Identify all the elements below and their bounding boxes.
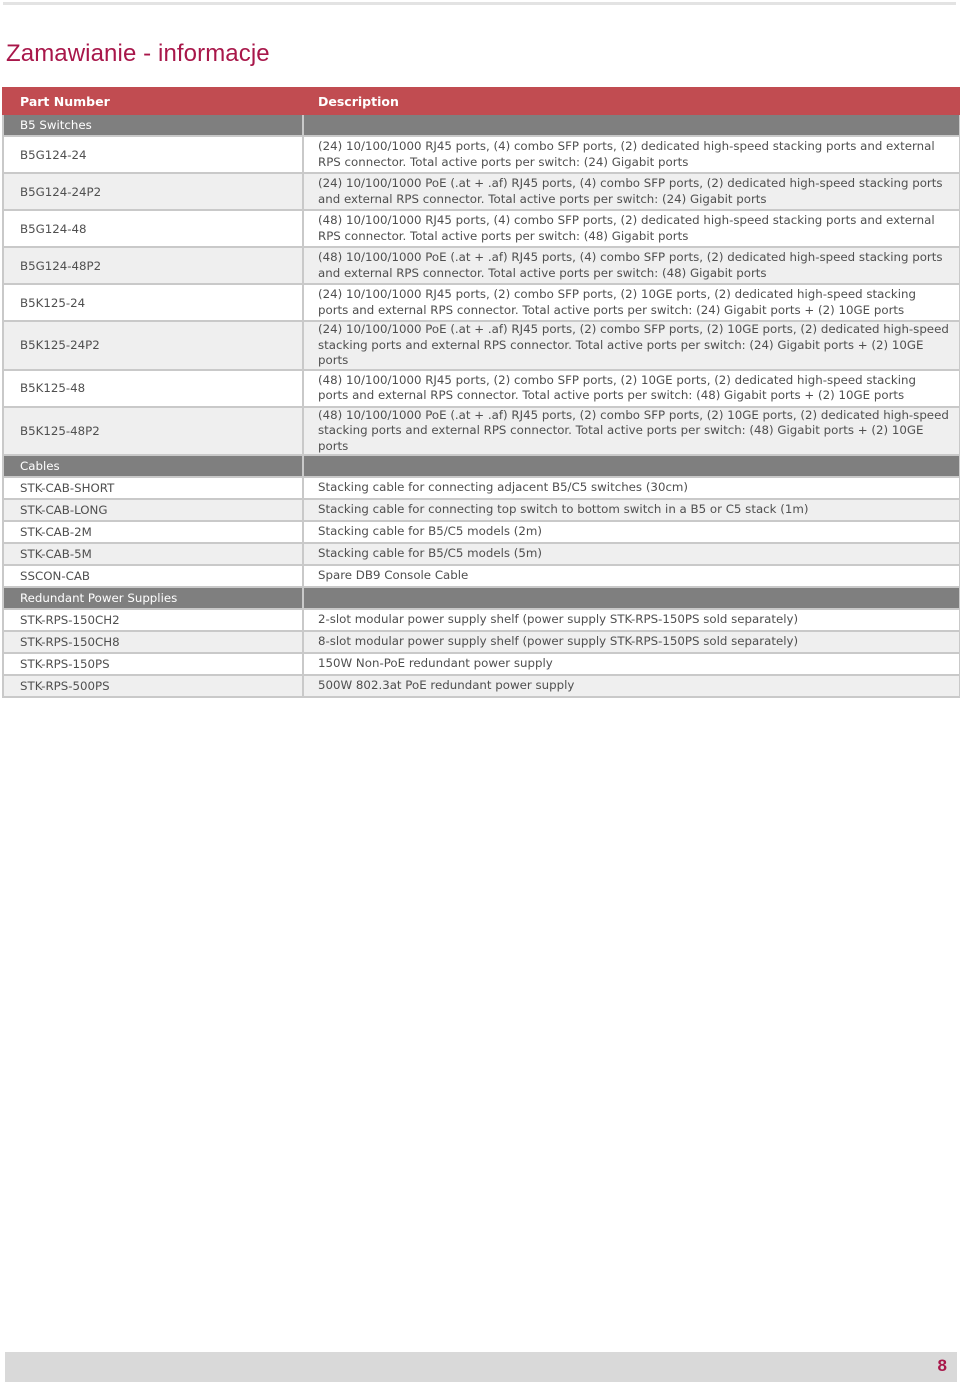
table-row — [3, 407, 960, 456]
table-row — [3, 370, 960, 407]
description: (24) 10/100/1000 RJ45 ports, (2) combo SFP ports, (2) 10GE ports, (2) dedicated high-speed stacking ports and external RPS connector. Total active ports per switch: (24) Gigabit ports + (2) 10GE ports — [303, 284, 960, 321]
description: Stacking cable for B5/C5 models (2m) — [303, 521, 960, 543]
part-number: STK-RPS-150CH2 — [3, 609, 303, 631]
section-spacer — [303, 455, 960, 477]
table-row — [3, 247, 960, 284]
part-number: STK-CAB-2M — [3, 521, 303, 543]
description: (24) 10/100/1000 PoE (.at + .af) RJ45 ports, (4) combo SFP ports, (2) dedicated high-speed stacking ports and external RPS connector. Total active ports per switch: (24) Gigabit ports — [303, 173, 960, 210]
header-description: Description — [303, 88, 960, 114]
part-number: B5G124-24P2 — [3, 173, 303, 210]
part-number: B5K125-48 — [3, 370, 303, 407]
description: 150W Non-PoE redundant power supply — [303, 653, 960, 675]
description: Spare DB9 Console Cable — [303, 565, 960, 587]
description: 2-slot modular power supply shelf (power supply STK-RPS-150PS sold separately) — [303, 609, 960, 631]
description: Stacking cable for connecting top switch to bottom switch in a B5 or C5 stack (1m) — [303, 499, 960, 521]
description: (24) 10/100/1000 RJ45 ports, (4) combo SFP ports, (2) dedicated high-speed stacking ports and external RPS connector. Total active ports per switch: (24) Gigabit ports — [303, 136, 960, 173]
part-number: STK-CAB-5M — [3, 543, 303, 565]
table-row — [3, 477, 960, 499]
section-title: Redundant Power Supplies — [3, 587, 303, 609]
part-number: STK-CAB-SHORT — [3, 477, 303, 499]
part-number: STK-CAB-LONG — [3, 499, 303, 521]
section-title: B5 Switches — [3, 114, 303, 136]
section-row-redundant-power-supplies — [3, 587, 960, 609]
part-number: B5G124-48P2 — [3, 247, 303, 284]
table-row — [3, 173, 960, 210]
description: 8-slot modular power supply shelf (power supply STK-RPS-150PS sold separately) — [303, 631, 960, 653]
part-number: STK-RPS-500PS — [3, 675, 303, 697]
part-number: B5G124-24 — [3, 136, 303, 173]
footer-bar — [5, 1352, 957, 1382]
description: (24) 10/100/1000 PoE (.at + .af) RJ45 ports, (2) combo SFP ports, (2) 10GE ports, (2) dedicated high-speed stacking ports and external RPS connector. Total active ports per switch: (24) Gigabit ports + (2) 10GE ports — [303, 321, 960, 370]
table-header-row — [3, 88, 960, 114]
table-row — [3, 631, 960, 653]
table-row — [3, 284, 960, 321]
table-row — [3, 499, 960, 521]
part-number: SSCON-CAB — [3, 565, 303, 587]
table-row — [3, 675, 960, 697]
table-row — [3, 653, 960, 675]
part-number: B5G124-48 — [3, 210, 303, 247]
description: (48) 10/100/1000 PoE (.at + .af) RJ45 ports, (2) combo SFP ports, (2) 10GE ports, (2) dedicated high-speed stacking ports and external RPS connector. Total active ports per switch: (48) Gigabit ports + (2) 10GE ports — [303, 407, 960, 456]
table-row — [3, 210, 960, 247]
description: (48) 10/100/1000 RJ45 ports, (2) combo SFP ports, (2) 10GE ports, (2) dedicated high-speed stacking ports and external RPS connector. Total active ports per switch: (48) Gigabit ports + (2) 10GE ports — [303, 370, 960, 407]
table-row — [3, 565, 960, 587]
section-spacer — [303, 114, 960, 136]
section-spacer — [303, 587, 960, 609]
description: Stacking cable for B5/C5 models (5m) — [303, 543, 960, 565]
table-row — [3, 136, 960, 173]
top-rule — [3, 2, 956, 5]
part-number: B5K125-48P2 — [3, 407, 303, 456]
header-part-number: Part Number — [3, 88, 303, 114]
table-row — [3, 543, 960, 565]
part-number: STK-RPS-150CH8 — [3, 631, 303, 653]
part-number: STK-RPS-150PS — [3, 653, 303, 675]
description: 500W 802.3at PoE redundant power supply — [303, 675, 960, 697]
table-row — [3, 521, 960, 543]
section-title: Cables — [3, 455, 303, 477]
part-number: B5K125-24 — [3, 284, 303, 321]
table-row — [3, 321, 960, 370]
ordering-table — [2, 87, 960, 698]
page-number: 8 — [937, 1356, 947, 1375]
section-row-cables — [3, 455, 960, 477]
description: (48) 10/100/1000 PoE (.at + .af) RJ45 ports, (4) combo SFP ports, (2) dedicated high-speed stacking ports and external RPS connector. Total active ports per switch: (48) Gigabit ports — [303, 247, 960, 284]
section-row-b5-switches — [3, 114, 960, 136]
description: (48) 10/100/1000 RJ45 ports, (4) combo SFP ports, (2) dedicated high-speed stacking ports and external RPS connector. Total active ports per switch: (48) Gigabit ports — [303, 210, 960, 247]
table-row — [3, 609, 960, 631]
description: Stacking cable for connecting adjacent B5/C5 switches (30cm) — [303, 477, 960, 499]
part-number: B5K125-24P2 — [3, 321, 303, 370]
page-title: Zamawianie - informacje — [6, 40, 270, 67]
